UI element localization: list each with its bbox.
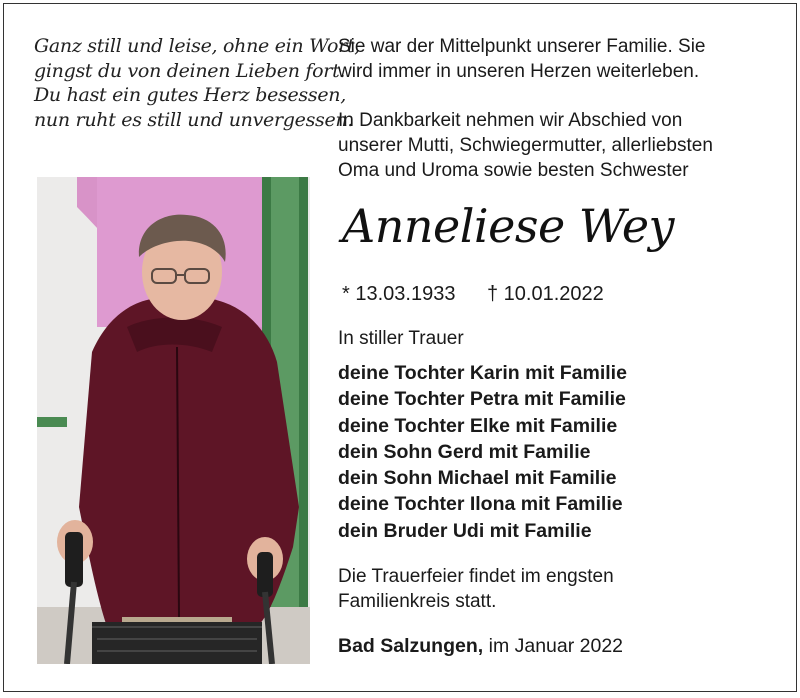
family-member: deine Tochter Ilona mit Familie: [338, 493, 623, 516]
poem-line: Du hast ein gutes Herz besessen,: [34, 84, 346, 106]
family-member: deine Tochter Elke mit Familie: [338, 414, 618, 437]
family-member: deine Tochter Karin mit Familie: [338, 362, 627, 384]
family-member: dein Bruder Udi mit Familie: [338, 519, 592, 542]
family-list: [338, 360, 778, 544]
family-member: dein Sohn Michael mit Familie: [338, 467, 617, 490]
family-member: deine Tochter Petra mit Familie: [338, 388, 626, 411]
funeral-line: Familienkreis statt.: [338, 591, 497, 612]
obituary-notice: [3, 3, 797, 692]
thanks-line: In Dankbarkeit nehmen wir Abschied von: [338, 110, 683, 131]
death-date: † 10.01.2022: [487, 283, 604, 305]
deceased-name: Anneliese Wey: [342, 199, 675, 253]
family-member: dein Sohn Gerd mit Familie: [338, 440, 591, 463]
poem-line: nun ruht es still und unvergessen.: [34, 108, 354, 131]
mourning-label: In stiller Trauer: [338, 328, 464, 349]
closing-date: im Januar 2022: [488, 635, 624, 657]
place-name: Bad Salzungen,: [338, 635, 484, 657]
thanks-line: Oma und Uroma sowie besten Schwester: [338, 160, 689, 181]
poem-line: Ganz still und leise, ohne ein Wort,: [34, 35, 361, 57]
place-and-date: [338, 634, 778, 659]
intro-line: Sie war der Mittelpunkt unserer Familie. Sie: [338, 36, 706, 57]
intro-paragraph: [338, 34, 778, 84]
thanks-paragraph: [338, 108, 778, 183]
thanks-line: unserer Mutti, Schwiegermutter, allerliebsten: [338, 135, 713, 156]
birth-date: * 13.03.1933: [342, 283, 456, 305]
intro-line: wird immer in unseren Herzen weiterleben.: [338, 61, 700, 82]
portrait-illustration: [37, 177, 310, 664]
memorial-poem: [34, 34, 361, 132]
life-dates: [342, 282, 772, 307]
funeral-line: Die Trauerfeier findet im engsten: [338, 566, 614, 587]
funeral-note: [338, 564, 778, 614]
poem-line: gingst du von deinen Lieben fort.: [34, 59, 346, 82]
portrait-photo: [37, 177, 310, 664]
